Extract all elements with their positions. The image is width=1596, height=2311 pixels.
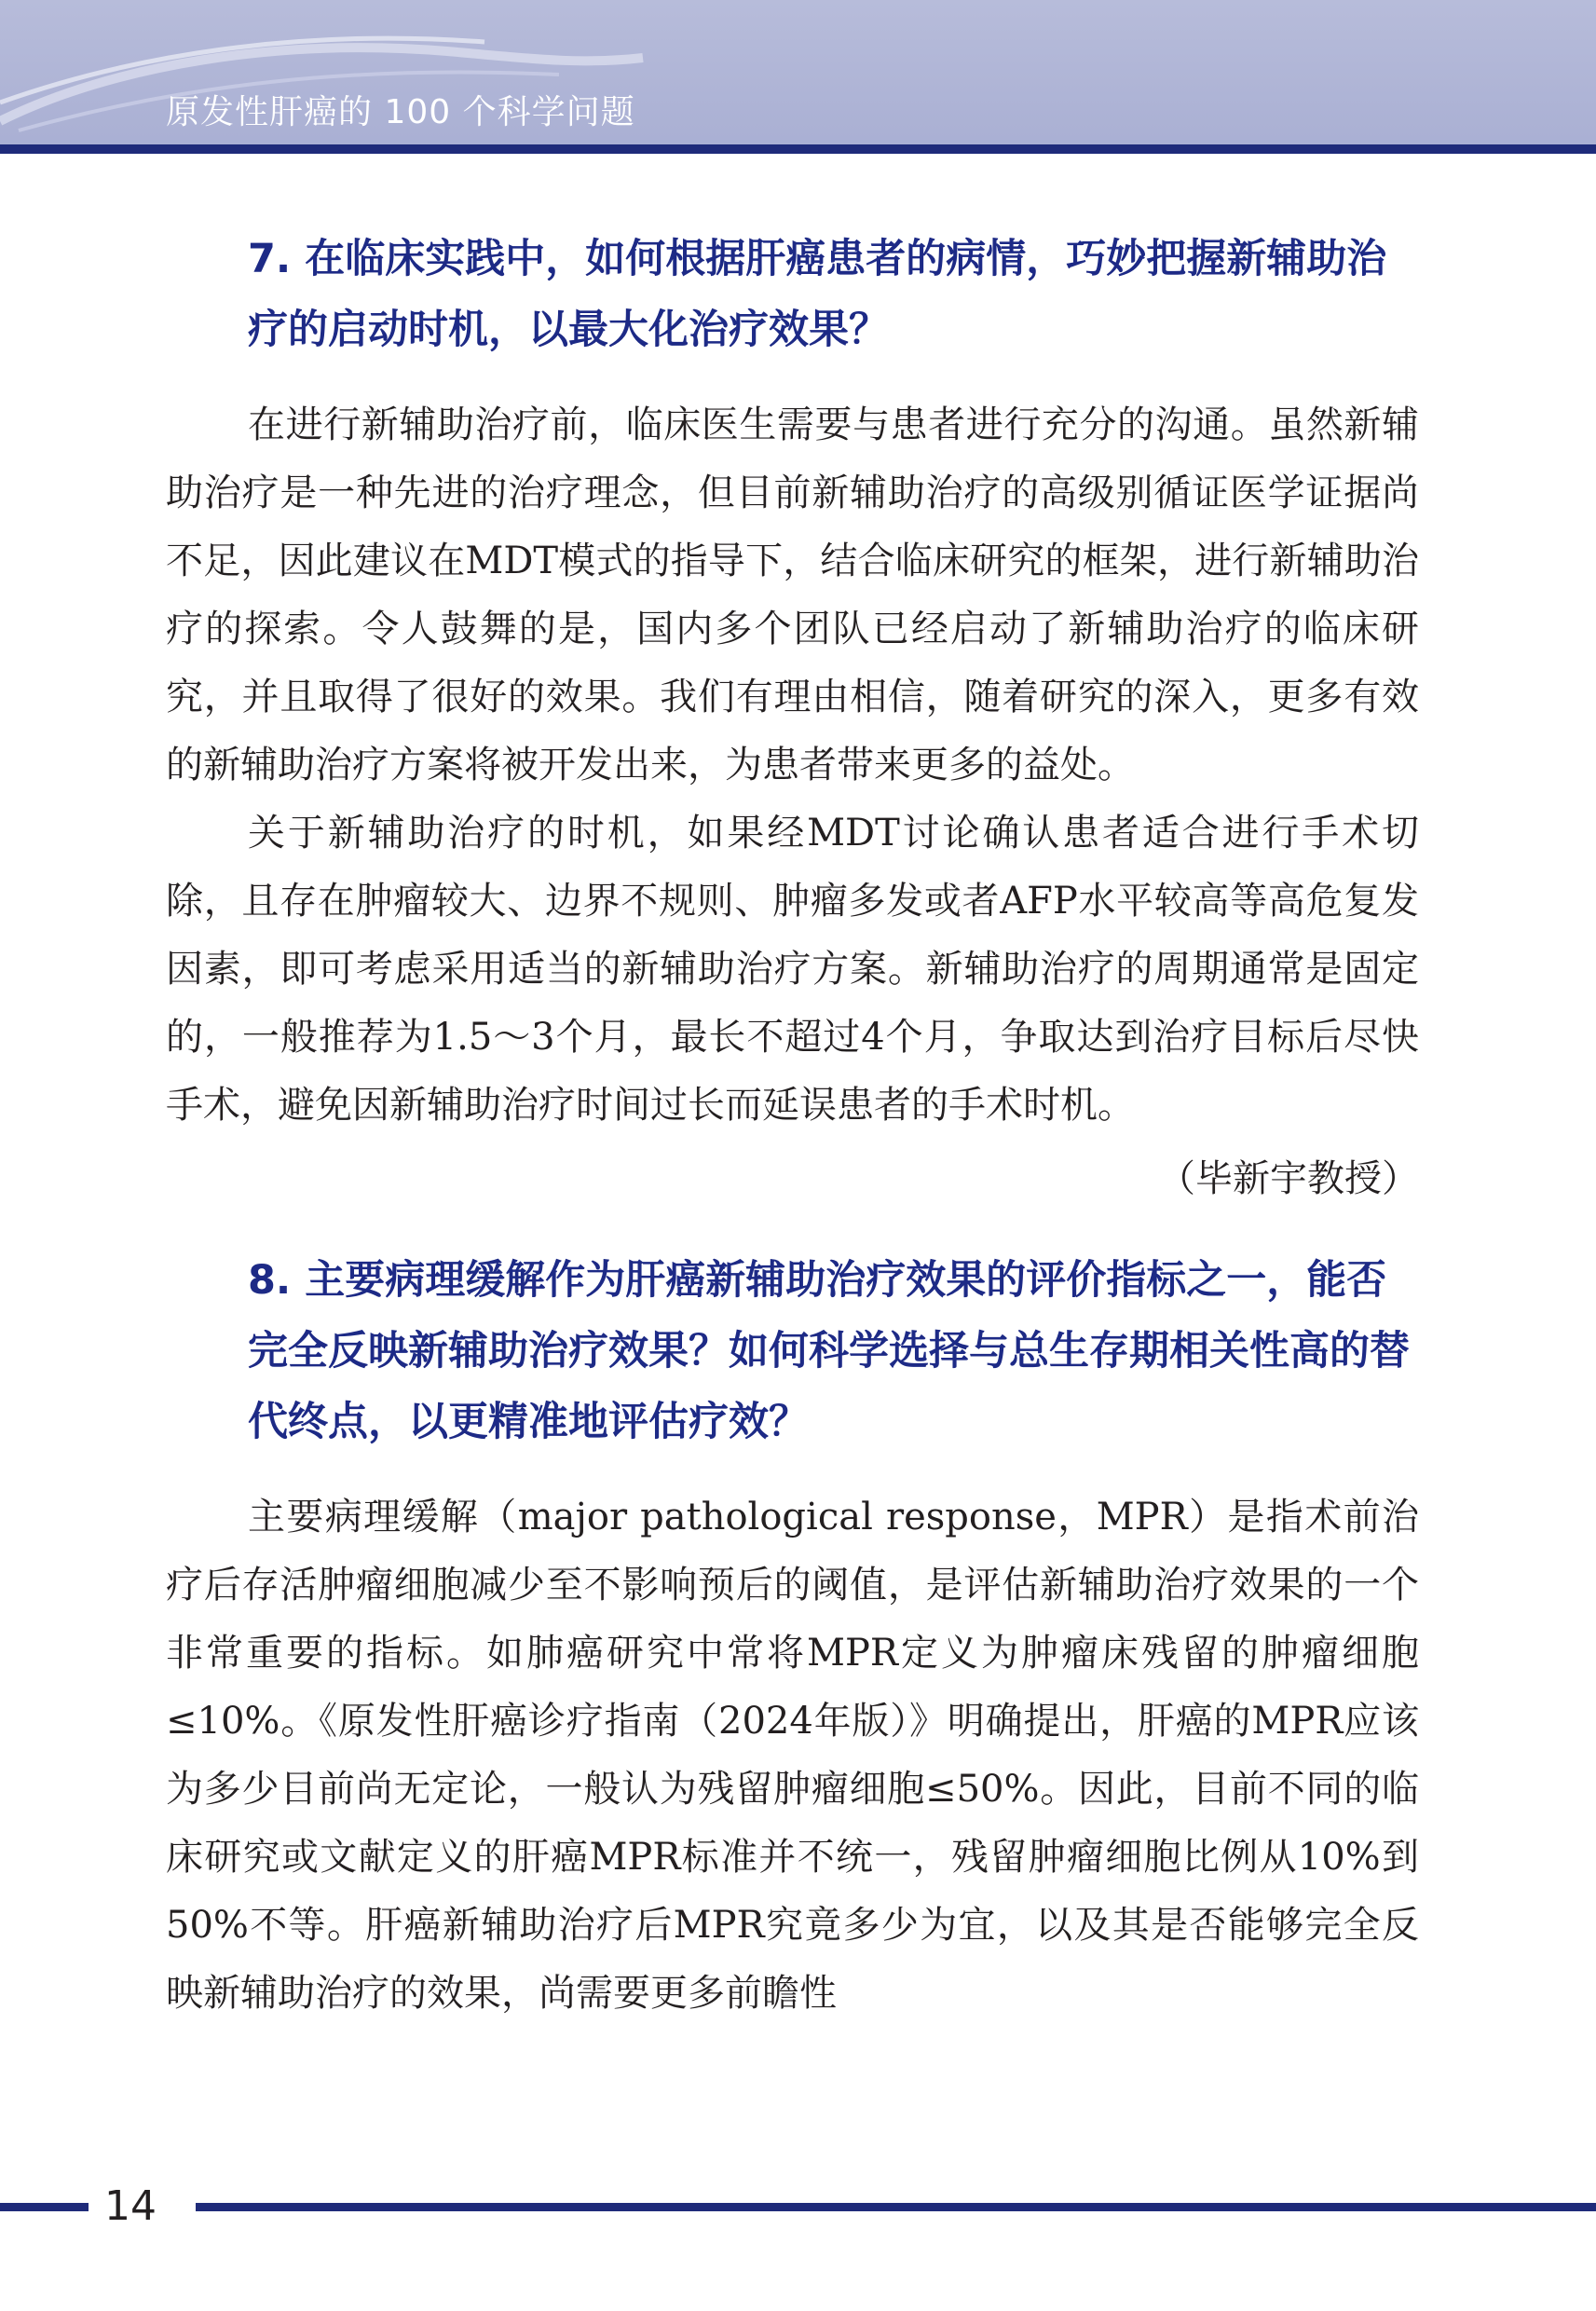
page-header — [0, 0, 1596, 154]
header-band — [0, 144, 1596, 154]
question-8-paragraph-1: 主要病理缓解（major pathological response，MPR）是指术前治疗后存活肿瘤细胞减少至不影响预后的阈值，是评估新辅助治疗效果的一个非常重要的指标。如肺癌研究中常将MPR定义为肿瘤床残留的肿瘤细胞≤10%。《原发性肝癌诊疗指南（2024年版）》明确提出，肝癌的MPR应该为多少目前尚无定论，一般认为残留肿瘤细胞≤50%。因此，目前不同的临床研究或文献定义的肝癌MPR标准并不统一，残留肿瘤细胞比例从10%到50%不等。肝癌新辅助治疗后MPR究竟多少为宜，以及其是否能够完全反映新辅助治疗的效果，尚需要更多前瞻性 — [166, 1496, 1419, 2015]
page-content — [166, 224, 1419, 2028]
book-title: 原发性肝癌的 100 个科学问题 — [166, 93, 635, 131]
question-7-paragraph-1: 在进行新辅助治疗前，临床医生需要与患者进行充分的沟通。虽然新辅助治疗是一种先进的治疗理念，但目前新辅助治疗的高级别循证医学证据尚不足，因此建议在MDT模式的指导下，结合临床研究的框架，进行新辅助治疗的探索。令人鼓舞的是，国内多个团队已经启动了新辅助治疗的临床研究，并且取得了很好的效果。我们有理由相信，随着研究的深入，更多有效的新辅助治疗方案将被开发出来，为患者带来更多的益处。 — [166, 403, 1419, 786]
question-7-author: （毕新宇教授） — [1158, 1157, 1419, 1200]
question-7-paragraph-2: 关于新辅助治疗的时机，如果经MDT讨论确认患者适合进行手术切除，且存在肿瘤较大、边界不规则、肿瘤多发或者AFP水平较高等高危复发因素，即可考虑采用适当的新辅助治疗方案。新辅助治疗的周期通常是固定的，一般推荐为1.5～3个月，最长不超过4个月，争取达到治疗目标后尽快手术，避免因新辅助治疗时间过长而延误患者的手术时机。 — [166, 812, 1419, 1127]
footer-rule-right — [196, 2203, 1596, 2211]
question-8-heading: 8. 主要病理缓解作为肝癌新辅助治疗效果的评价指标之一，能否完全反映新辅助治疗效果？如何科学选择与总生存期相关性高的替代终点，以更精准地评估疗效？ — [248, 1257, 1410, 1445]
footer-rule-left — [0, 2203, 89, 2211]
question-7-heading: 7. 在临床实践中，如何根据肝癌患者的病情，巧妙把握新辅助治疗的启动时机，以最大化治疗效果？ — [248, 236, 1387, 353]
page-number: 14 — [104, 2182, 157, 2230]
